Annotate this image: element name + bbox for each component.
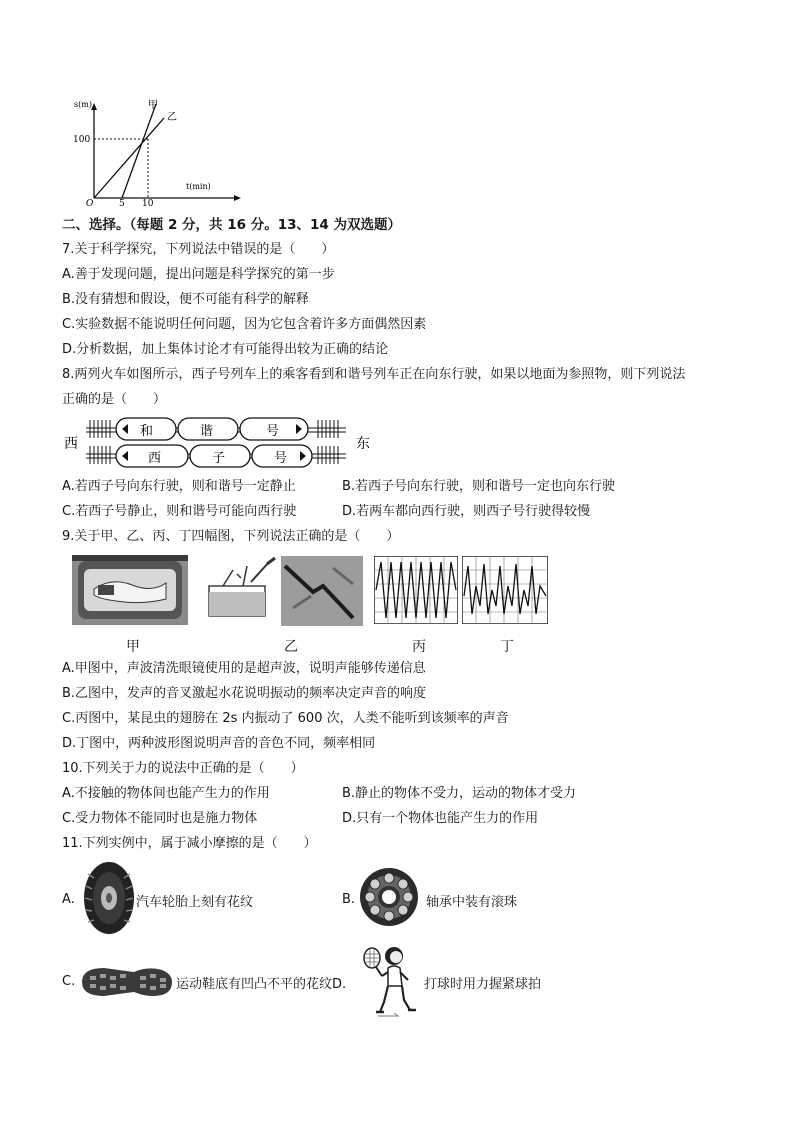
q11-a-text: 汽车轮胎上刻有花纹 <box>136 895 254 910</box>
image-jia <box>72 555 188 625</box>
train-hexie-char-2: 谐 <box>200 424 214 439</box>
train-hexie-char-1: 和 <box>140 424 154 439</box>
waveform-bing <box>374 556 458 624</box>
q11-c-label: C. <box>62 974 76 989</box>
q11-d-text: 打球时用力握紧球拍 <box>424 977 542 992</box>
x-axis-label: t(min) <box>186 182 211 191</box>
q7-option-a: A.善于发现问题，提出问题是科学探究的第一步 <box>62 267 335 282</box>
train-hexie-char-3: 号 <box>266 424 280 439</box>
q8-option-c: C.若西子号静止，则和谐号可能向西行驶 <box>62 504 297 519</box>
q7-option-c: C.实验数据不能说明任何问题，因为它包含着许多方面偶然因素 <box>62 317 427 332</box>
q7-option-d: D.分析数据，加上集体讨论才有可能得出较为正确的结论 <box>62 342 389 357</box>
q8-option-d: D.若两车都向西行驶，则西子号行驶得较慢 <box>342 504 591 519</box>
tire-image <box>82 860 136 936</box>
label-jia: 甲 <box>148 100 158 111</box>
st-graph <box>66 96 242 206</box>
label-yi: 乙 <box>167 112 177 123</box>
caption-yi: 乙 <box>284 639 298 655</box>
q9-stem: 9.关于甲、乙、丙、丁四幅图，下列说法正确的是（ ） <box>62 529 400 544</box>
origin-label: O <box>86 199 94 206</box>
q9-option-d: D.丁图中，两种波形图说明声音的音色不同，频率相同 <box>62 736 376 751</box>
y-axis-label: s(m) <box>74 100 92 109</box>
caption-ding: 丁 <box>500 639 514 655</box>
train-xizi-char-3: 号 <box>274 451 288 466</box>
q11-c-text: 运动鞋底有凹凸不平的花纹D. <box>176 977 347 992</box>
east-label: 东 <box>356 436 370 452</box>
train-xizi-char-1: 西 <box>148 451 162 466</box>
y-tick-100: 100 <box>73 135 91 145</box>
q8-option-a: A.若西子号向东行驶，则和谐号一定静止 <box>62 479 296 494</box>
q11-b-text: 轴承中装有滚珠 <box>426 895 518 910</box>
q10-option-d: D.只有一个物体也能产生力的作用 <box>342 811 539 826</box>
q9-option-c: C.丙图中，某昆虫的翅膀在 2s 内振动了 600 次，人类不能听到该频率的声音 <box>62 711 509 726</box>
trains-figure <box>62 412 382 474</box>
line-jia <box>122 104 156 198</box>
q11-a-label: A. <box>62 892 75 907</box>
q10-option-c: C.受力物体不能同时也是施力物体 <box>62 811 258 826</box>
train-xizi-char-2: 子 <box>212 451 226 466</box>
q8-option-b: B.若西子号向东行驶，则和谐号一定也向东行驶 <box>342 479 616 494</box>
q11-b-label: B. <box>342 892 356 907</box>
bearing-image <box>358 866 420 928</box>
x-tick-5: 5 <box>119 199 125 206</box>
q8-stem-line1: 8.两列火车如图所示，西子号列车上的乘客看到和谐号列车正在向东行驶，如果以地面为参照物，则下列说法 <box>62 367 686 382</box>
x-tick-10: 10 <box>142 199 154 206</box>
shoe-sole-image <box>78 962 174 1002</box>
line-yi <box>94 118 164 198</box>
q9-option-a: A.甲图中，声波清洗眼镜使用的是超声波，说明声能够传递信息 <box>62 661 426 676</box>
q7-option-b: B.没有猜想和假设，便不可能有科学的解释 <box>62 292 310 307</box>
caption-bing: 丙 <box>412 639 426 655</box>
q10-option-b: B.静止的物体不受力，运动的物体才受力 <box>342 786 577 801</box>
image-yi <box>203 556 363 626</box>
waveform-ding <box>462 556 548 624</box>
q9-option-b: B.乙图中，发声的音叉激起水花说明振动的频率决定声音的响度 <box>62 686 427 701</box>
q8-stem-line2: 正确的是（ ） <box>62 392 167 407</box>
q10-stem: 10.下列关于力的说法中正确的是（ ） <box>62 761 304 776</box>
q10-option-a: A.不接触的物体间也能产生力的作用 <box>62 786 270 801</box>
tennis-player-image <box>358 942 420 1018</box>
west-label: 西 <box>64 436 78 452</box>
section-heading: 二、选择。（每题 2 分，共 16 分。13、14 为双选题） <box>62 217 402 233</box>
q7-stem: 7.关于科学探究，下列说法中错误的是（ ） <box>62 242 335 257</box>
q11-stem: 11.下列实例中，属于减小摩擦的是（ ） <box>62 836 317 851</box>
caption-jia: 甲 <box>126 639 140 655</box>
